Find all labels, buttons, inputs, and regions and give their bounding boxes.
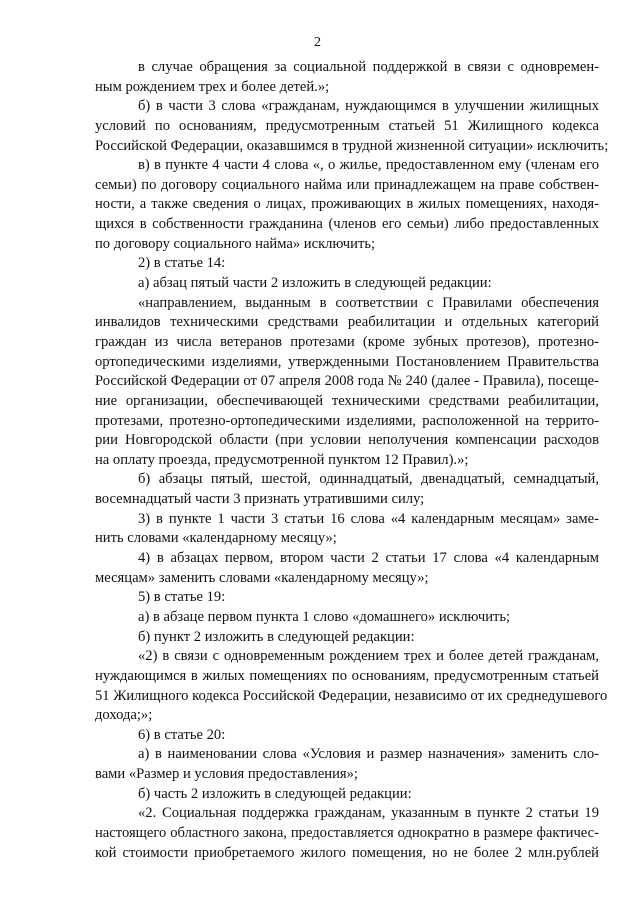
text-line: 3) в пункте 1 части 3 статьи 16 слова «4 календарным месяцам» заме-	[138, 510, 599, 527]
page-number: 2	[314, 35, 321, 50]
text-line: ности, а также сведения о лицах, проживающих в жилых помещениях, находя-	[95, 196, 599, 213]
text-line: нить словами «календарному месяцу»;	[95, 530, 337, 547]
document-body	[95, 58, 609, 863]
text-line: условий по основаниям, предусмотренным статьей 51 Жилищного кодекса	[95, 117, 599, 134]
text-line: инвалидов техническими средствами реабилитации и отдельных категорий	[95, 314, 599, 331]
text-line: граждан из числа ветеранов протезами (кроме зубных протезов), протезно-	[95, 333, 599, 350]
text-line: «2. Социальная поддержка гражданам, указанным в пункте 2 статьи 19	[138, 805, 599, 822]
text-line: 6) в статье 20:	[138, 726, 226, 743]
text-line: Российской Федерации от 07 апреля 2008 года № 240 (далее - Правила), посеще-	[95, 373, 599, 390]
text-line: настоящего областного закона, предоставляется однократно в размере фактичес-	[95, 824, 599, 841]
text-line: б) часть 2 изложить в следующей редакции:	[138, 785, 412, 802]
text-line: по договору социального найма» исключить;	[95, 235, 376, 252]
text-line: ным рождением трех и более детей.»;	[95, 78, 330, 95]
text-line: рии Новгородской области (при условии неполучения компенсации расходов	[95, 432, 599, 449]
text-line: на оплату проезда, предусмотренной пунктом 12 Правил).»;	[95, 451, 469, 468]
text-line: «2) в связи с одновременным рождением трех и более детей гражданам,	[138, 648, 599, 665]
text-line: месяцам» заменить словами «календарному месяцу»;	[95, 569, 429, 586]
text-line: кой стоимости приобретаемого жилого помещения, но не более 2 млн.рублей	[95, 844, 599, 861]
text-line: протезами, протезно-ортопедическими изделиями, расположенной на террито-	[95, 412, 599, 429]
text-line: нуждающимся в жилых помещениях по основаниям, предусмотренным статьей	[95, 667, 599, 684]
text-line: б) абзацы пятый, шестой, одиннадцатый, двенадцатый, семнадцатый,	[138, 471, 599, 488]
text-line: 2) в статье 14:	[138, 255, 226, 272]
text-line: восемнадцатый части 3 признать утратившими силу;	[95, 491, 425, 508]
text-line: а) абзац пятый части 2 изложить в следующей редакции:	[138, 275, 492, 292]
text-line: ние организации, обеспечивающей техническими средствами реабилитации,	[95, 392, 599, 409]
text-line: 4) в абзацах первом, втором части 2 статьи 17 слова «4 календарным	[138, 550, 599, 567]
text-line: семьи) по договору социального найма или принадлежащем на праве собствен-	[95, 176, 599, 193]
text-line: вами «Размер и условия предоставления»;	[95, 766, 358, 783]
text-line: щихся в собственности гражданина (членов его семьи) либо предоставленных	[95, 216, 599, 233]
text-line: дохода;»;	[95, 707, 153, 724]
text-line: б) пункт 2 изложить в следующей редакции:	[138, 628, 415, 645]
text-line: 5) в статье 19:	[138, 589, 226, 606]
text-line: а) в абзаце первом пункта 1 слово «домашнего» исключить;	[138, 608, 511, 625]
text-line: 51 Жилищного кодекса Российской Федерации, независимо от их среднедушевого	[95, 687, 608, 704]
text-line: а) в наименовании слова «Условия и размер назначения» заменить сло-	[138, 746, 599, 763]
text-line: Российской Федерации, оказавшимся в трудной жизненной ситуации» исключить;	[95, 137, 609, 154]
text-line: б) в части 3 слова «гражданам, нуждающимся в улучшении жилищных	[138, 98, 599, 115]
text-line: в случае обращения за социальной поддержкой в связи с одновремен-	[138, 59, 599, 75]
text-line: «направлением, выданным в соответствии с Правилами обеспечения	[138, 294, 599, 311]
text-line: в) в пункте 4 части 4 слова «, о жилье, предоставленном ему (членам его	[138, 157, 599, 174]
text-line: ортопедическими изделиями, утвержденными Постановлением Правительства	[95, 353, 599, 370]
